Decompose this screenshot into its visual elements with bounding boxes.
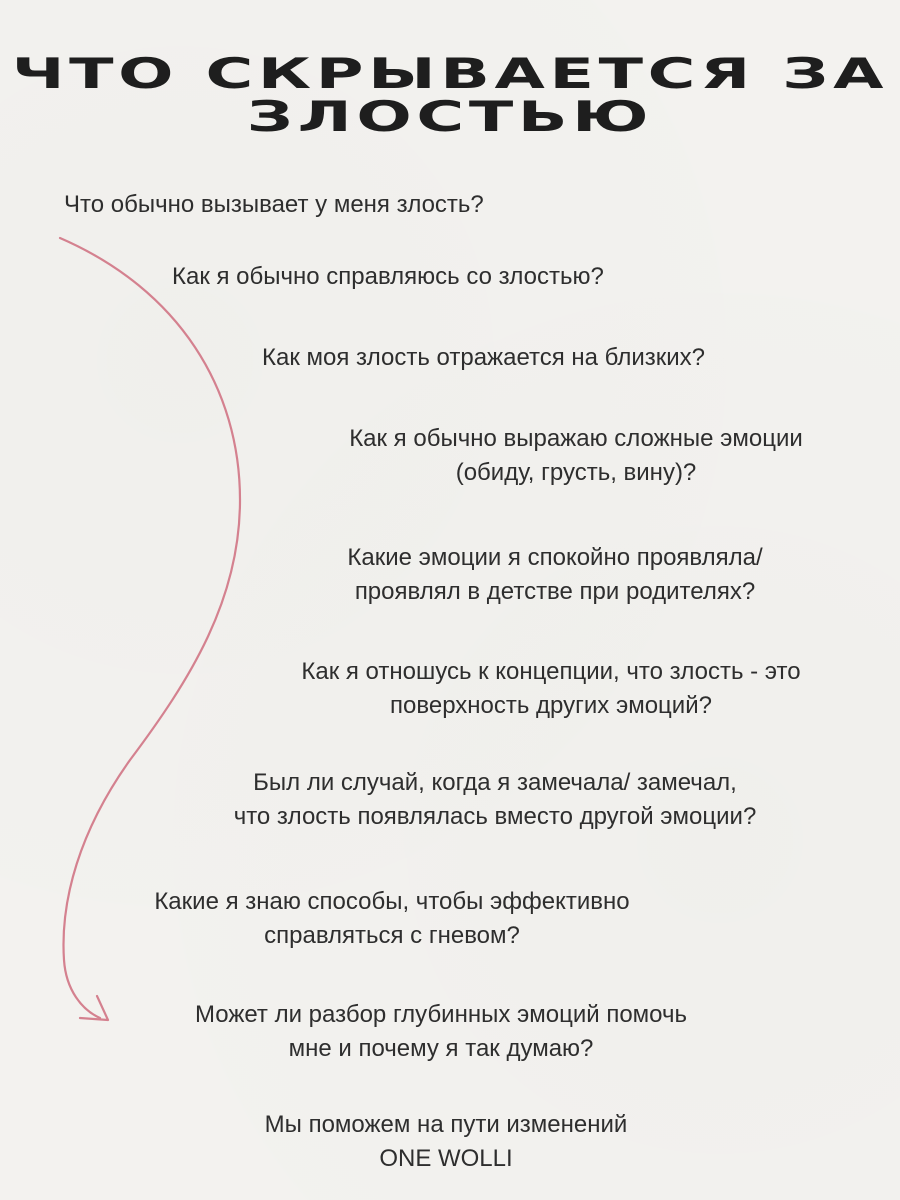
page-title-line-1: ЧТО СКРЫВАЕТСЯ ЗА xyxy=(11,49,889,98)
question-4: Как я обычно выражаю сложные эмоции (обиду, грусть, вину)? xyxy=(349,425,803,486)
question-9: Может ли разбор глубинных эмоций помочь мне и почему я так думаю? xyxy=(194,1001,688,1062)
question-3: Как моя злость отражается на близких? xyxy=(262,344,705,371)
brand-name: ONE WOLLI xyxy=(379,1145,513,1172)
question-6: Как я отношусь к концепции, что злость - это поверхность других эмоций? xyxy=(301,658,801,719)
question-7: Был ли случай, когда я замечала/ замечал, что злость появлялась вместо другой эмоции? xyxy=(233,769,757,830)
page-title-line-2: ЗЛОСТЬЮ xyxy=(246,92,654,141)
footer-tagline: Мы поможем на пути изменений xyxy=(264,1111,628,1138)
footer xyxy=(226,1108,666,1176)
question-8: Какие я знаю способы, чтобы эффективно справляться с гневом? xyxy=(154,888,630,949)
question-2: Как я обычно справляюсь со злостью? xyxy=(172,263,604,290)
question-5: Какие эмоции я спокойно проявляла/ проявлял в детстве при родителях? xyxy=(347,544,763,605)
question-1: Что обычно вызывает у меня злость? xyxy=(64,191,484,218)
